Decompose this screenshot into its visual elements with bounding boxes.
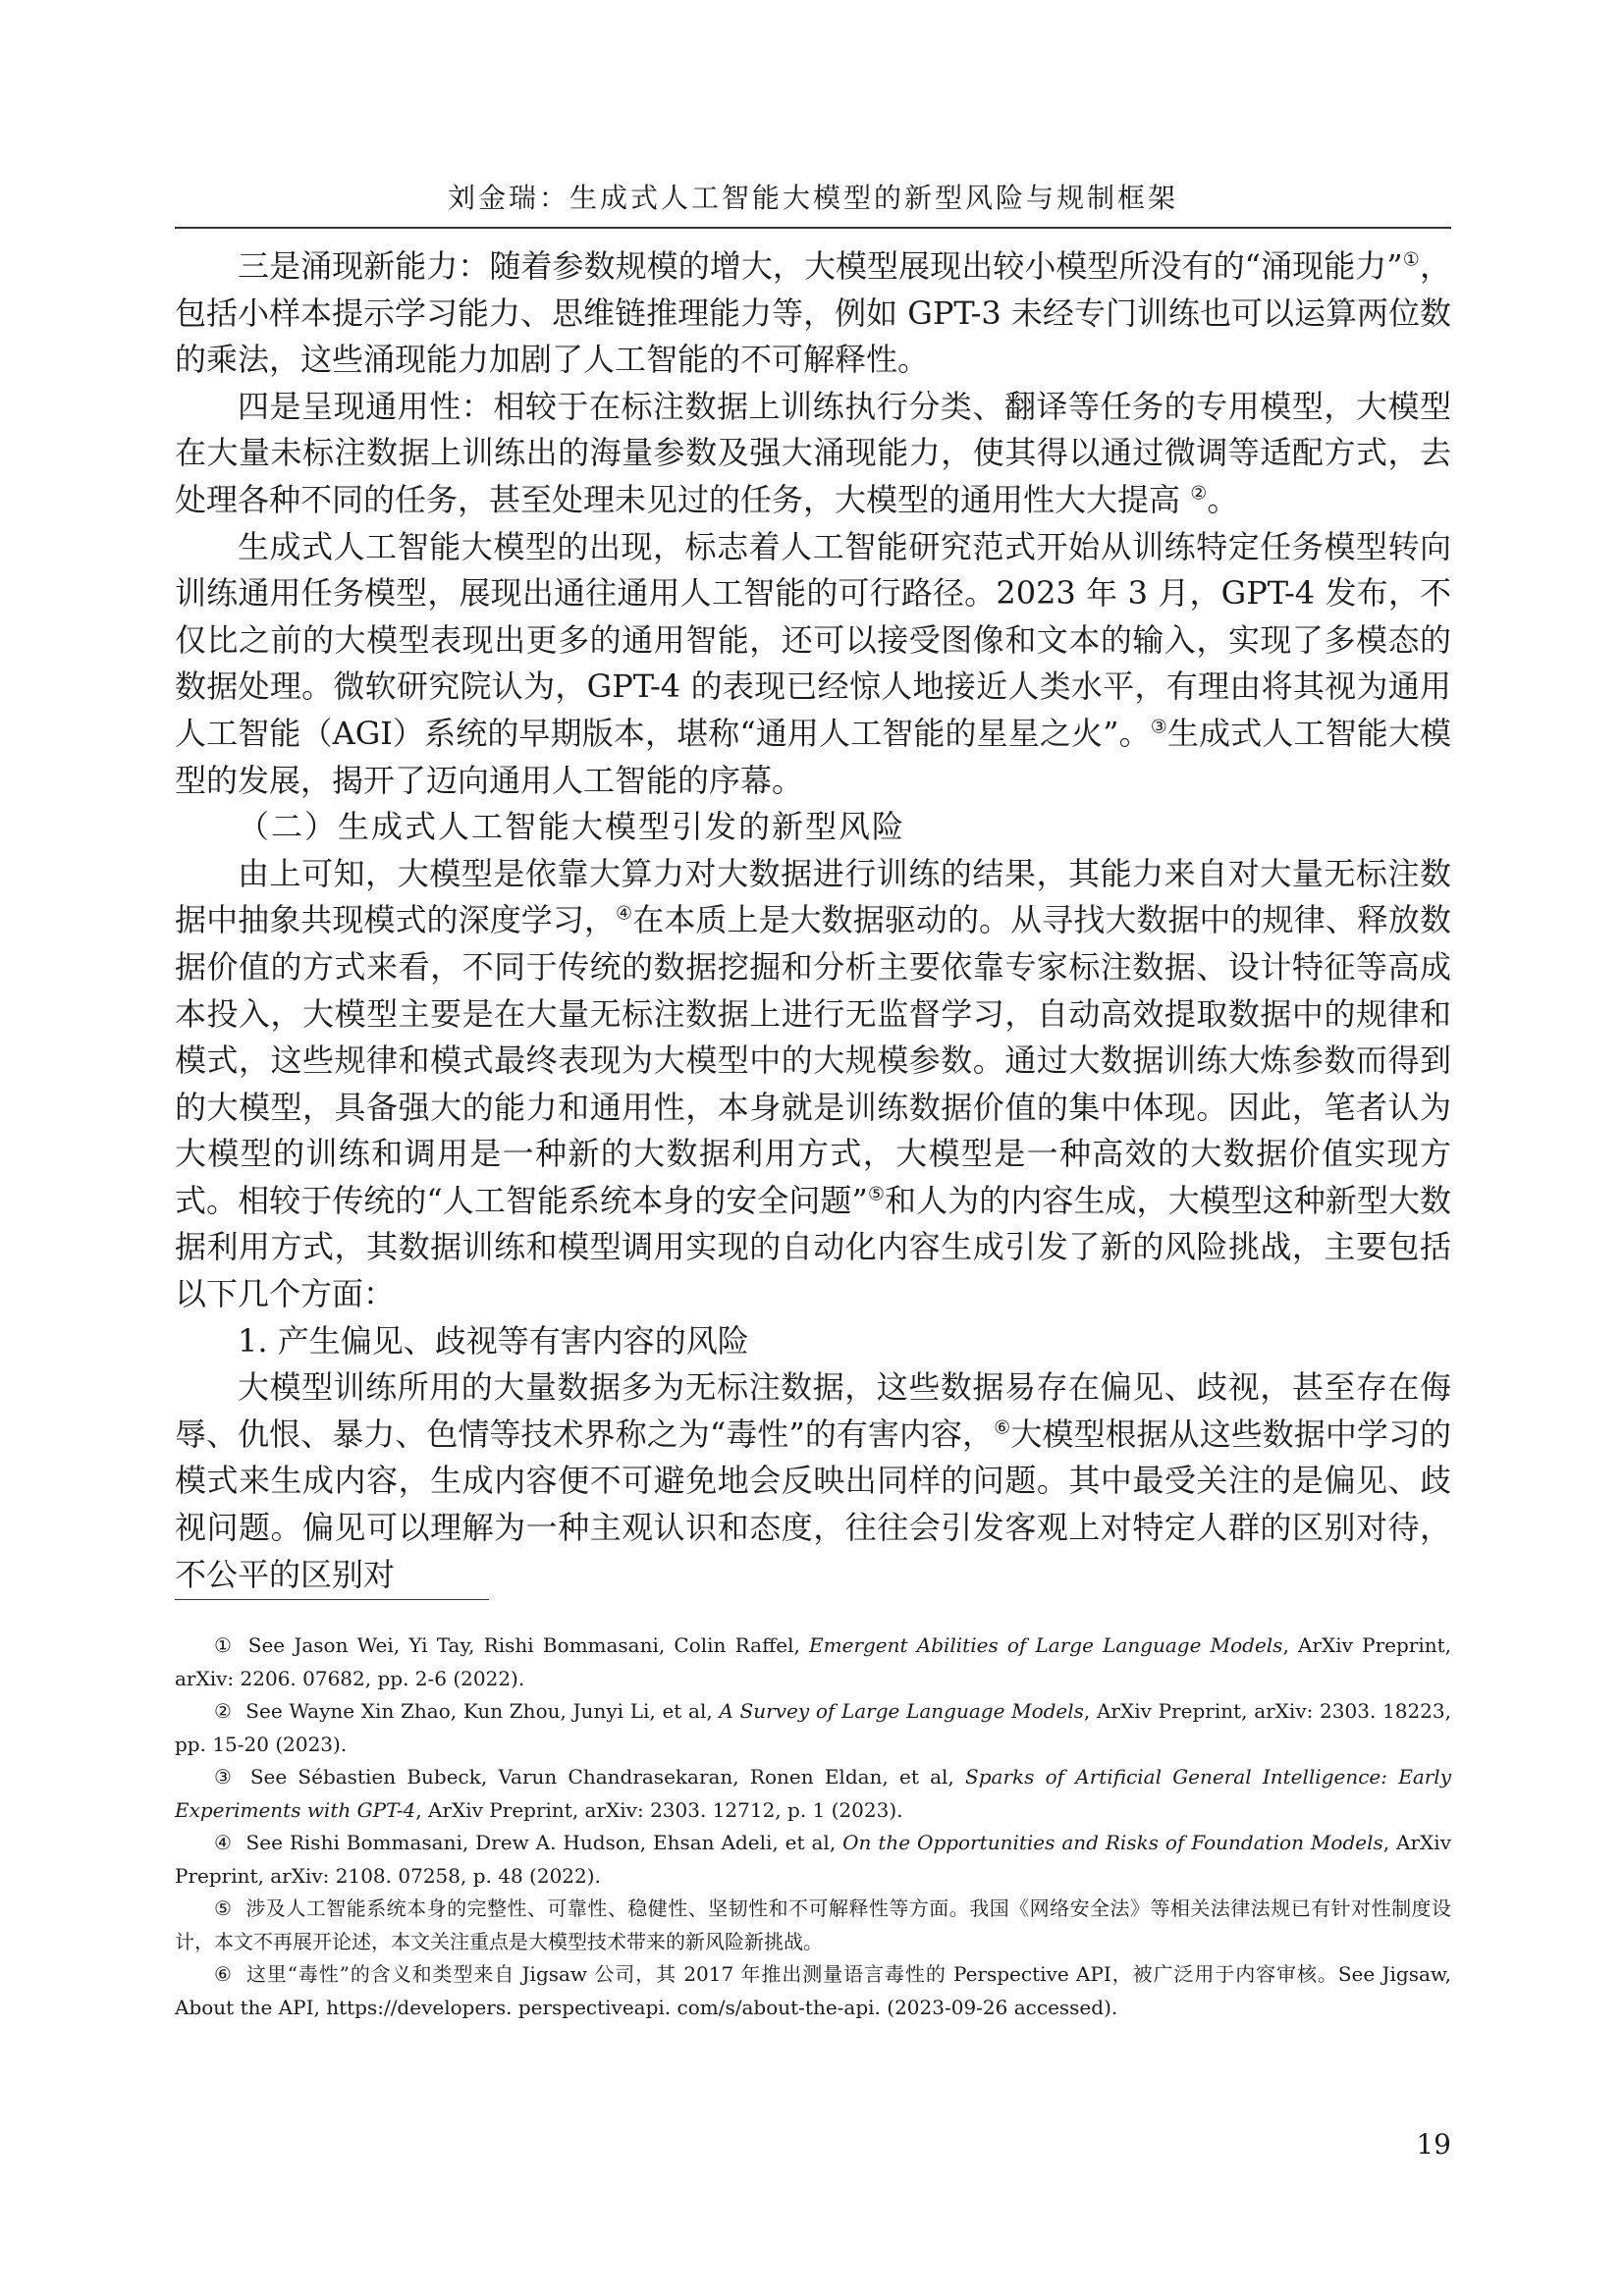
paragraph: 四是呈现通用性：相较于在标注数据上训练执行分类、翻译等任务的专用模型，大模型在大量未标注数据上训练出的海量参数及强大涌现能力，使其得以通过微调等适配方式，去处理各种不同的任务，甚至处理未见过的任务，大模型的通用性大大提高 ②。 <box>175 387 1451 518</box>
body-text <box>175 243 1451 1598</box>
section-heading: （二）生成式人工智能大模型引发的新型风险 <box>238 808 906 846</box>
footnote-mark: ① <box>214 1633 235 1657</box>
paragraph: 三是涌现新能力：随着参数规模的增大，大模型展现出较小模型所没有的“涌现能力”①，包括小样本提示学习能力、思维链推理能力等，例如 GPT-3 未经专门训练也可以运算两位数的乘法，这些涌现能力加剧了人工智能的不可解释性。 <box>175 247 1451 379</box>
subsection-heading: 1. 产生偏见、歧视等有害内容的风险 <box>238 1321 749 1360</box>
cited-title: Sparks of Artificial General Intelligence: Early Experiments with GPT-4 <box>175 1765 1451 1822</box>
paragraph: 生成式人工智能大模型的出现，标志着人工智能研究范式开始从训练特定任务模型转向训练通用任务模型，展现出通往通用人工智能的可行路径。2023 年 3 月，GPT-4 发布，不仅比之前的大模型表现出更多的通用智能，还可以接受图像和文本的输入，实现了多模态的数据处理。微软研究院认为，GPT-4 的表现已经惊人地接近人类水平，有理由将其视为通用人工智能（AGI）系统的早期版本，堪称“通用人工智能的星星之火”。③生成式人工智能大模型的发展，揭开了迈向通用人工智能的序幕。 <box>175 527 1451 799</box>
cited-title: Emergent Abilities of Large Language Models <box>809 1633 1283 1657</box>
footnote: ③ See Sébastien Bubeck, Varun Chandrasekaran, Ronen Eldan, et al, Sparks of Artificial General Intelligence: Early Experiments with GPT-4, ArXiv Preprint, arXiv: 2303. 12712, p. 1 (2023). <box>175 1765 1451 1822</box>
page-number: 19 <box>1416 2128 1451 2161</box>
cited-title: A Survey of Large Language Models <box>719 1699 1084 1723</box>
footnote: ① See Jason Wei, Yi Tay, Rishi Bommasani, Colin Raffel, Emergent Abilities of Large Language Models, ArXiv Preprint, arXiv: 2206. 07682, pp. 2-6 (2022). <box>175 1633 1452 1690</box>
footnote: ④ See Rishi Bommasani, Drew A. Hudson, Ehsan Adeli, et al, On the Opportunities and Risks of Foundation Models, ArXiv Preprint, arXiv: 2108. 07258, p. 48 (2022). <box>175 1831 1451 1888</box>
running-header: 刘金瑞：生成式人工智能大模型的新型风险与规制框架 <box>447 182 1178 214</box>
footnote-divider <box>175 1599 489 1600</box>
footnote-mark: ⑥ <box>214 1962 233 1986</box>
footnote: ⑥ 这里“毒性”的含义和类型来自 Jigsaw 公司，其 2017 年推出测量语言毒性的 Perspective API，被广泛用于内容审核。See Jigsaw, About the API, https://developers. perspectiveapi. com/s/about-the-api. (2023-09-26 accessed). <box>175 1962 1451 2019</box>
header-divider <box>175 227 1451 229</box>
footnote-mark: ④ <box>214 1831 233 1854</box>
footnote-ref: ④ <box>615 901 633 925</box>
footnote-mark: ③ <box>214 1765 237 1789</box>
footnote-mark: ② <box>214 1699 233 1723</box>
footnote-ref: ③ <box>1150 715 1168 738</box>
footnote: ② See Wayne Xin Zhao, Kun Zhou, Junyi Li, et al, A Survey of Large Language Models, ArXiv Preprint, arXiv: 2303. 18223, pp. 15-20 (2023). <box>175 1699 1451 1756</box>
paragraph: 由上可知，大模型是依靠大算力对大数据进行训练的结果，其能力来自对大量无标注数据中抽象共现模式的深度学习，④在本质上是大数据驱动的。从寻找大数据中的规律、释放数据价值的方式来看，不同于传统的数据挖掘和分析主要依靠专家标注数据、设计特征等高成本投入，大模型主要是在大量无标注数据上进行无监督学习，自动高效提取数据中的规律和模式，这些规律和模式最终表现为大模型中的大规模参数。通过大数据训练大炼参数而得到的大模型，具备强大的能力和通用性，本身就是训练数据价值的集中体现。因此，笔者认为大模型的训练和调用是一种新的大数据利用方式，大模型是一种高效的大数据价值实现方式。相较于传统的“人工智能系统本身的安全问题”⑤和人为的内容生成，大模型这种新型大数据利用方式，其数据训练和模型调用实现的自动化内容生成引发了新的风险挑战，主要包括以下几个方面： <box>175 854 1451 1313</box>
footnote-ref: ⑤ <box>867 1182 886 1205</box>
footnote-ref: ⑥ <box>994 1415 1011 1439</box>
footnote-ref: ② <box>1190 481 1208 505</box>
cited-title: On the Opportunities and Risks of Foundation Models <box>842 1831 1383 1854</box>
footnotes <box>175 1629 1451 2024</box>
footnote-mark: ⑤ <box>214 1896 233 1920</box>
paragraph: 大模型训练所用的大量数据多为无标注数据，这些数据易存在偏见、歧视，甚至存在侮辱、仇恨、暴力、色情等技术界称之为“毒性”的有害内容，⑥大模型根据从这些数据中学习的模式来生成内容，生成内容便不可避免地会反映出同样的问题。其中最受关注的是偏见、歧视问题。偏见可以理解为一种主观认识和态度，往往会引发客观上对特定人群的区别对待，不公平的区别对 <box>175 1368 1451 1593</box>
footnote-ref: ① <box>1402 247 1420 271</box>
footnote: ⑤ 涉及人工智能系统本身的完整性、可靠性、稳健性、坚韧性和不可解释性等方面。我国《网络安全法》等相关法律法规已有针对性制度设计，本文不再展开论述，本文关注重点是大模型技术带来的新风险新挑战。 <box>175 1896 1452 1953</box>
